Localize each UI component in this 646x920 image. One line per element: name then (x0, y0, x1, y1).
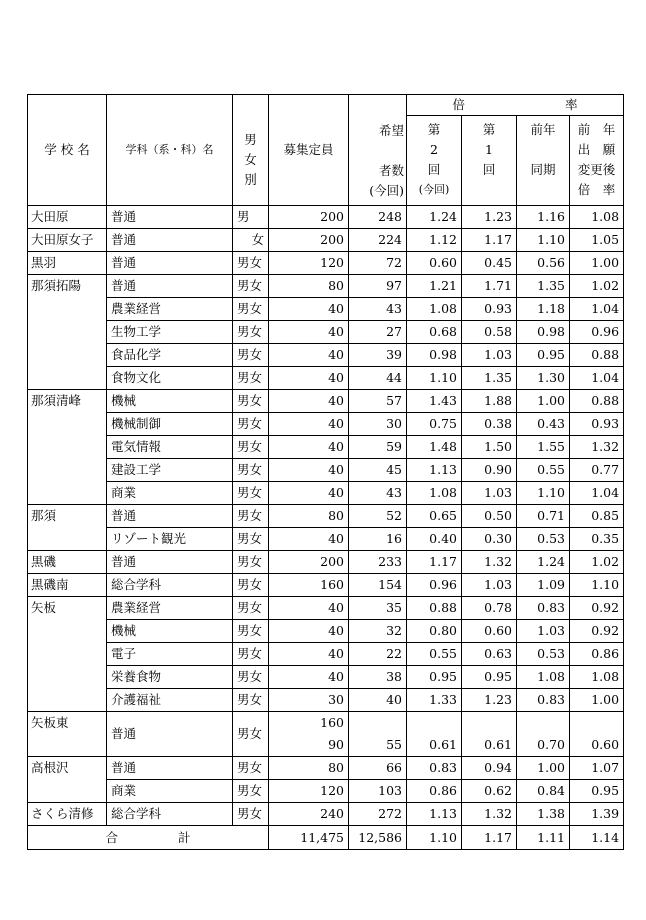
school-cell: 那須清峰 (28, 390, 107, 413)
ratio-prev-year-cell: 1.18 (517, 298, 570, 321)
ratio-round2-cell: 0.96 (407, 574, 462, 597)
ratio-prev-change-cell: 1.04 (570, 367, 624, 390)
ratio-round2-cell: 0.60 (407, 252, 462, 275)
school-cell (28, 780, 107, 803)
ratio-prev-change-cell: 0.60 (570, 712, 624, 757)
school-cell (28, 436, 107, 459)
applicants-cell: 44 (349, 367, 407, 390)
header-applicants: 希望 者数 (今回) (349, 95, 407, 206)
applicants-cell: 30 (349, 413, 407, 436)
ratio-round1-cell: 1.32 (462, 551, 517, 574)
applicants-cell: 38 (349, 666, 407, 689)
capacity-cell: 80 (269, 275, 349, 298)
ratio-round1-cell: 1.50 (462, 436, 517, 459)
gender-cell: 男女 (233, 482, 269, 505)
ratio-round2-cell: 1.43 (407, 390, 462, 413)
ratio-round2-cell: 0.55 (407, 643, 462, 666)
gender-cell: 男女 (233, 459, 269, 482)
ratio-round2-cell: 0.98 (407, 344, 462, 367)
ratio-prev-change-cell: 0.86 (570, 643, 624, 666)
course-cell: 栄養食物 (107, 666, 233, 689)
capacity-cell: 120 (269, 780, 349, 803)
ratio-prev-year-cell: 1.55 (517, 436, 570, 459)
ratio-prev-change-cell: 1.32 (570, 436, 624, 459)
ratio-round1-cell: 1.03 (462, 574, 517, 597)
table-body-2 (28, 757, 624, 826)
school-cell (28, 367, 107, 390)
ratio-round2-cell: 1.17 (407, 551, 462, 574)
ratio-prev-change-cell: 1.10 (570, 574, 624, 597)
applicants-cell: 103 (349, 780, 407, 803)
gender-cell: 男女 (233, 666, 269, 689)
capacity-cell: 40 (269, 367, 349, 390)
table-row (28, 528, 624, 551)
ratio-prev-change-cell: 0.96 (570, 321, 624, 344)
ratio-round1-cell: 1.17 (462, 229, 517, 252)
school-cell (28, 321, 107, 344)
ratio-round1-cell: 1.23 (462, 689, 517, 712)
course-cell: 普通 (107, 505, 233, 528)
ratio-round1-cell: 0.93 (462, 298, 517, 321)
gender-cell: 男女 (233, 413, 269, 436)
applicants-cell: 27 (349, 321, 407, 344)
applicants-cell: 154 (349, 574, 407, 597)
total-capacity: 11,475 (269, 826, 349, 850)
table-row (28, 459, 624, 482)
gender-cell: 男女 (233, 780, 269, 803)
course-cell: 機械 (107, 390, 233, 413)
table-row (28, 689, 624, 712)
course-cell: 農業経営 (107, 597, 233, 620)
school-cell: 矢板 (28, 597, 107, 620)
total-round2: 1.10 (407, 826, 462, 850)
ratio-round1-cell: 1.71 (462, 275, 517, 298)
gender-cell: 男女 (233, 597, 269, 620)
ratio-round2-cell: 1.24 (407, 206, 462, 229)
capacity-cell: 40 (269, 344, 349, 367)
gender-cell: 男女 (233, 367, 269, 390)
ratio-round2-cell: 1.48 (407, 436, 462, 459)
ratio-round2-cell: 1.21 (407, 275, 462, 298)
ratio-prev-change-cell: 1.08 (570, 206, 624, 229)
ratio-prev-change-cell: 0.92 (570, 620, 624, 643)
ratio-round1-cell: 0.50 (462, 505, 517, 528)
ratio-round2-cell: 0.83 (407, 757, 462, 780)
table-row (28, 666, 624, 689)
table-row (28, 206, 624, 229)
school-cell (28, 344, 107, 367)
gender-cell: 男女 (233, 620, 269, 643)
ratio-round1-cell: 0.58 (462, 321, 517, 344)
ratio-prev-year-cell: 0.53 (517, 528, 570, 551)
capacity-cell: 40 (269, 643, 349, 666)
ratio-prev-year-cell: 1.00 (517, 757, 570, 780)
ratio-prev-change-cell: 1.05 (570, 229, 624, 252)
ratio-prev-year-cell: 1.08 (517, 666, 570, 689)
capacity-cell: 40 (269, 482, 349, 505)
ratio-round2-cell: 0.75 (407, 413, 462, 436)
gender-cell: 男女 (233, 344, 269, 367)
ratio-prev-change-cell: 1.07 (570, 757, 624, 780)
table-row (28, 321, 624, 344)
table-row (28, 780, 624, 803)
school-cell (28, 528, 107, 551)
applicants-cell: 45 (349, 459, 407, 482)
ratio-round2-cell: 0.61 (407, 712, 462, 757)
capacity-cell: 30 (269, 689, 349, 712)
applicants-cell: 72 (349, 252, 407, 275)
total-applicants: 12,586 (349, 826, 407, 850)
ratio-round1-cell: 0.30 (462, 528, 517, 551)
ratio-round1-cell: 0.94 (462, 757, 517, 780)
course-cell: 普通 (107, 206, 233, 229)
course-cell: 普通 (107, 229, 233, 252)
ratio-prev-year-cell: 0.56 (517, 252, 570, 275)
applicants-cell: 39 (349, 344, 407, 367)
ratio-round1-cell: 0.38 (462, 413, 517, 436)
capacity-cell: 40 (269, 528, 349, 551)
ratio-round1-cell: 0.90 (462, 459, 517, 482)
header-round2: 第 2 回 (今回) (407, 116, 462, 206)
ratio-prev-change-cell: 1.04 (570, 482, 624, 505)
total-round1: 1.17 (462, 826, 517, 850)
ratio-prev-change-cell: 1.00 (570, 689, 624, 712)
school-cell: 高根沢 (28, 757, 107, 780)
course-cell: 商業 (107, 482, 233, 505)
applicants-cell: 55 (349, 712, 407, 757)
table-row (28, 275, 624, 298)
applicants-cell: 35 (349, 597, 407, 620)
course-cell: 電気情報 (107, 436, 233, 459)
ratio-prev-change-cell: 1.04 (570, 298, 624, 321)
enrollment-ratio-table (27, 94, 624, 850)
ratio-prev-year-cell: 0.43 (517, 413, 570, 436)
ratio-prev-change-cell: 0.88 (570, 344, 624, 367)
ratio-prev-year-cell: 1.10 (517, 482, 570, 505)
ratio-round1-cell: 1.32 (462, 803, 517, 826)
ratio-round1-cell: 0.95 (462, 666, 517, 689)
ratio-round2-cell: 1.08 (407, 298, 462, 321)
ratio-prev-year-cell: 0.95 (517, 344, 570, 367)
ratio-round1-cell: 0.61 (462, 712, 517, 757)
ratio-prev-change-cell: 0.95 (570, 780, 624, 803)
table-row (28, 803, 624, 826)
ratio-prev-change-cell: 1.02 (570, 551, 624, 574)
table-row (28, 344, 624, 367)
school-cell (28, 620, 107, 643)
gender-cell: 男女 (233, 689, 269, 712)
ratio-prev-year-cell: 1.30 (517, 367, 570, 390)
ratio-prev-change-cell: 1.02 (570, 275, 624, 298)
gender-cell: 男女 (233, 757, 269, 780)
ratio-prev-change-cell: 0.93 (570, 413, 624, 436)
total-prev-change: 1.14 (570, 826, 624, 850)
applicants-cell: 233 (349, 551, 407, 574)
ratio-round1-cell: 1.23 (462, 206, 517, 229)
ratio-prev-change-cell: 1.00 (570, 252, 624, 275)
school-cell: 黒磯 (28, 551, 107, 574)
gender-cell: 男女 (233, 528, 269, 551)
school-cell: 大田原女子 (28, 229, 107, 252)
applicants-cell: 16 (349, 528, 407, 551)
gender-cell: 男女 (233, 436, 269, 459)
ratio-round1-cell: 0.63 (462, 643, 517, 666)
total-label: 合 計 (28, 826, 269, 850)
applicants-cell: 40 (349, 689, 407, 712)
ratio-round2-cell: 1.13 (407, 459, 462, 482)
ratio-prev-year-cell: 1.16 (517, 206, 570, 229)
course-cell: 生物工学 (107, 321, 233, 344)
applicants-cell: 22 (349, 643, 407, 666)
ratio-prev-year-cell: 0.71 (517, 505, 570, 528)
course-cell: リゾート観光 (107, 528, 233, 551)
applicants-cell: 43 (349, 298, 407, 321)
course-cell: 普通 (107, 252, 233, 275)
table-row (28, 436, 624, 459)
course-cell: 農業経営 (107, 298, 233, 321)
school-cell: 矢板東 (28, 712, 107, 757)
gender-cell: 男女 (233, 643, 269, 666)
course-cell: 介護福祉 (107, 689, 233, 712)
gender-cell: 男 (233, 206, 269, 229)
ratio-prev-year-cell: 1.03 (517, 620, 570, 643)
ratio-prev-year-cell: 0.70 (517, 712, 570, 757)
gender-cell: 男女 (233, 551, 269, 574)
course-cell: 普通 (107, 712, 233, 757)
ratio-round1-cell: 0.60 (462, 620, 517, 643)
header-course: 学科（系・科）名 (107, 95, 233, 206)
ratio-round2-cell: 0.68 (407, 321, 462, 344)
capacity-cell: 40 (269, 666, 349, 689)
course-cell: 普通 (107, 757, 233, 780)
school-cell (28, 482, 107, 505)
ratio-round2-cell: 0.86 (407, 780, 462, 803)
applicants-cell: 248 (349, 206, 407, 229)
header-gender: 男 女 別 (233, 95, 269, 206)
gender-cell: 男女 (233, 252, 269, 275)
ratio-prev-change-cell: 0.35 (570, 528, 624, 551)
ratio-prev-year-cell: 0.83 (517, 597, 570, 620)
table-row (28, 712, 624, 757)
table-row (28, 413, 624, 436)
ratio-prev-change-cell: 1.08 (570, 666, 624, 689)
capacity-cell: 80 (269, 757, 349, 780)
ratio-prev-year-cell: 1.24 (517, 551, 570, 574)
capacity-cell: 40 (269, 413, 349, 436)
ratio-prev-year-cell: 0.84 (517, 780, 570, 803)
applicants-cell: 59 (349, 436, 407, 459)
gender-cell: 女 (233, 229, 269, 252)
ratio-prev-year-cell: 1.09 (517, 574, 570, 597)
header-prev-change: 前 年 出 願 変更後 倍 率 (570, 116, 624, 206)
ratio-prev-change-cell: 0.88 (570, 390, 624, 413)
course-cell: 食物文化 (107, 367, 233, 390)
ratio-prev-year-cell: 1.10 (517, 229, 570, 252)
ratio-round2-cell: 1.13 (407, 803, 462, 826)
course-cell: 普通 (107, 275, 233, 298)
ratio-prev-year-cell: 0.98 (517, 321, 570, 344)
capacity-cell: 40 (269, 459, 349, 482)
ratio-round2-cell: 0.40 (407, 528, 462, 551)
ratio-prev-year-cell: 1.35 (517, 275, 570, 298)
course-cell: 機械 (107, 620, 233, 643)
capacity-cell: 200 (269, 551, 349, 574)
ratio-prev-year-cell: 1.38 (517, 803, 570, 826)
school-cell: さくら清修 (28, 803, 107, 826)
gender-cell: 男女 (233, 712, 269, 757)
capacity-cell: 200 (269, 206, 349, 229)
applicants-cell: 224 (349, 229, 407, 252)
gender-cell: 男女 (233, 321, 269, 344)
course-cell: 食品化学 (107, 344, 233, 367)
school-cell: 大田原 (28, 206, 107, 229)
gender-cell: 男女 (233, 574, 269, 597)
capacity-cell: 40 (269, 321, 349, 344)
capacity-cell: 160 90 (269, 712, 349, 757)
header-capacity: 募集定員 (269, 95, 349, 206)
ratio-round2-cell: 0.80 (407, 620, 462, 643)
header-school: 学 校 名 (28, 95, 107, 206)
table-row (28, 574, 624, 597)
gender-cell: 男女 (233, 298, 269, 321)
gender-cell: 男女 (233, 803, 269, 826)
table-row (28, 482, 624, 505)
school-cell (28, 643, 107, 666)
course-cell: 建設工学 (107, 459, 233, 482)
school-cell (28, 689, 107, 712)
ratio-round1-cell: 1.03 (462, 482, 517, 505)
table-row (28, 229, 624, 252)
gender-cell: 男女 (233, 275, 269, 298)
ratio-prev-change-cell: 0.77 (570, 459, 624, 482)
ratio-round2-cell: 0.65 (407, 505, 462, 528)
school-cell (28, 413, 107, 436)
table-row (28, 390, 624, 413)
table-total (28, 826, 624, 850)
ratio-round2-cell: 1.12 (407, 229, 462, 252)
ratio-round1-cell: 0.78 (462, 597, 517, 620)
capacity-cell: 40 (269, 597, 349, 620)
table-row (28, 597, 624, 620)
capacity-cell: 200 (269, 229, 349, 252)
school-cell: 那須 (28, 505, 107, 528)
table-row (28, 367, 624, 390)
ratio-prev-year-cell: 0.55 (517, 459, 570, 482)
table-row (28, 298, 624, 321)
ratio-round2-cell: 1.33 (407, 689, 462, 712)
header-round1: 第 1 回 (462, 116, 517, 206)
course-cell: 総合学科 (107, 574, 233, 597)
capacity-cell: 240 (269, 803, 349, 826)
capacity-cell: 40 (269, 390, 349, 413)
table-body-special (28, 712, 624, 757)
ratio-prev-change-cell: 0.92 (570, 597, 624, 620)
ratio-prev-change-cell: 0.85 (570, 505, 624, 528)
capacity-cell: 40 (269, 436, 349, 459)
school-cell: 那須拓陽 (28, 275, 107, 298)
applicants-cell: 272 (349, 803, 407, 826)
ratio-round1-cell: 1.88 (462, 390, 517, 413)
table-row (28, 551, 624, 574)
header-prev-year: 前年 同期 (517, 116, 570, 206)
course-cell: 総合学科 (107, 803, 233, 826)
ratio-prev-year-cell: 1.00 (517, 390, 570, 413)
ratio-prev-change-cell: 1.39 (570, 803, 624, 826)
school-cell (28, 666, 107, 689)
capacity-cell: 160 (269, 574, 349, 597)
applicants-cell: 66 (349, 757, 407, 780)
ratio-prev-year-cell: 0.53 (517, 643, 570, 666)
ratio-prev-year-cell: 0.83 (517, 689, 570, 712)
table-row (28, 252, 624, 275)
gender-cell: 男女 (233, 505, 269, 528)
total-prev-year: 1.11 (517, 826, 570, 850)
table-row (28, 620, 624, 643)
table-row (28, 757, 624, 780)
course-cell: 商業 (107, 780, 233, 803)
ratio-round2-cell: 1.10 (407, 367, 462, 390)
ratio-round2-cell: 1.08 (407, 482, 462, 505)
applicants-cell: 32 (349, 620, 407, 643)
school-cell: 黒磯南 (28, 574, 107, 597)
applicants-cell: 43 (349, 482, 407, 505)
capacity-cell: 40 (269, 620, 349, 643)
capacity-cell: 120 (269, 252, 349, 275)
ratio-round1-cell: 0.45 (462, 252, 517, 275)
applicants-cell: 97 (349, 275, 407, 298)
gender-cell: 男女 (233, 390, 269, 413)
table-row (28, 643, 624, 666)
school-cell: 黒羽 (28, 252, 107, 275)
total-row (28, 826, 624, 850)
course-cell: 普通 (107, 551, 233, 574)
applicants-cell: 52 (349, 505, 407, 528)
capacity-cell: 80 (269, 505, 349, 528)
school-cell (28, 298, 107, 321)
applicants-cell: 57 (349, 390, 407, 413)
ratio-round2-cell: 0.88 (407, 597, 462, 620)
ratio-round1-cell: 0.62 (462, 780, 517, 803)
course-cell: 機械制御 (107, 413, 233, 436)
header-ratio-group: 倍 率 (407, 95, 624, 116)
ratio-round2-cell: 0.95 (407, 666, 462, 689)
table-body (28, 206, 624, 712)
course-cell: 電子 (107, 643, 233, 666)
table-row (28, 505, 624, 528)
ratio-round1-cell: 1.35 (462, 367, 517, 390)
ratio-round1-cell: 1.03 (462, 344, 517, 367)
capacity-cell: 40 (269, 298, 349, 321)
school-cell (28, 459, 107, 482)
